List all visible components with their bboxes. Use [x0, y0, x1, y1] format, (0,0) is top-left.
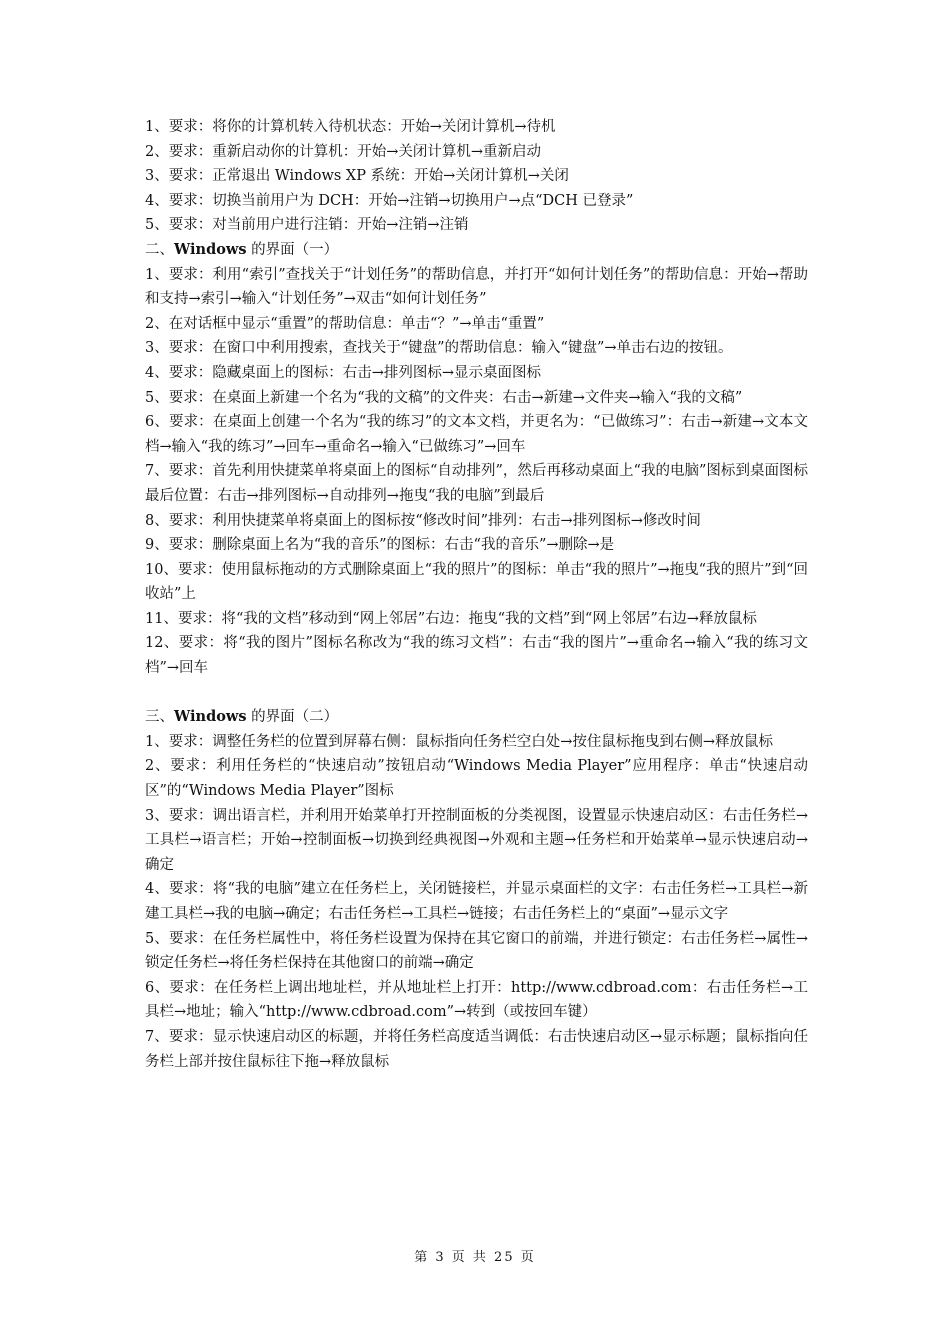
section-2-item-11: 11、要求：将“我的文档”移动到“网上邻居”右边：拖曳“我的文档”到“网上邻居”右边→释放鼠标	[145, 610, 757, 627]
section-2-item-5: 5、要求：在桌面上新建一个名为“我的文稿”的文件夹：右击→新建→文件夹→输入“我的文稿”	[145, 389, 743, 406]
item-1: 1、要求：将你的计算机转入待机状态：开始→关闭计算机→待机	[145, 119, 556, 135]
item-4: 4、要求：切换当前用户为 DCH：开始→注销→切换用户→点“DCH 已登录”	[145, 192, 634, 209]
section-3-item-7: 7、要求：显示快速启动区的标题，并将任务栏高度适当调低：右击快速启动区→显示标题；鼠标指向任务栏上部并按住鼠标往下拖→释放鼠标	[145, 1028, 808, 1070]
section-3-item-4: 4、要求：将“我的电脑”建立在任务栏上，关闭链接栏，并显示桌面栏的文字：右击任务栏→工具栏→新建工具栏→我的电脑→确定；右击任务栏→工具栏→链接；右击任务栏上的“桌面”→显示文字	[145, 881, 808, 922]
section-3-item-1: 1、要求：调整任务栏的位置到屏幕右侧：鼠标指向任务栏空白处→按住鼠标拖曳到右侧→释放鼠标	[145, 733, 774, 750]
page-footer: 第 3 页 共 25 页	[414, 1250, 536, 1265]
section-3-bold: Windows	[174, 708, 247, 726]
item-3: 3、要求：正常退出 Windows XP 系统：开始→关闭计算机→关闭	[145, 168, 569, 185]
section-spacer	[145, 681, 808, 706]
section-2-item-2: 2、在对话框中显示“重置”的帮助信息：单击“？”→单击“重置”	[145, 315, 545, 332]
section-2-item-12: 12、要求：将“我的图片”图标名称改为“我的练习文档”：右击“我的图片”→重命名→输入“我的练习文档”→回车	[145, 635, 808, 677]
section-3-item-6: 6、要求：在任务栏上调出地址栏，并从地址栏上打开：http://www.cdbroad.com：右击任务栏→工具栏→地址；输入“http://www.cdbroad.com”→转到（或按回车键）	[145, 979, 808, 1021]
section-3-item-5: 5、要求：在任务栏属性中，将任务栏设置为保持在其它窗口的前端，并进行锁定：右击任务栏→属性→锁定任务栏→将任务栏保持在其他窗口的前端→确定	[145, 930, 808, 972]
section-2-bold: Windows	[174, 240, 247, 258]
section-3-suffix: 的界面（二）	[246, 709, 339, 726]
section-2-item-7: 7、要求：首先利用快捷菜单将桌面上的图标“自动排列”，然后再移动桌面上“我的电脑”图标到桌面图标最后位置：右击→排列图标→自动排列→拖曳“我的电脑”到最后	[145, 463, 808, 504]
section-2-item-1: 1、要求：利用“索引”查找关于“计划任务”的帮助信息，并打开“如何计划任务”的帮助信息：开始→帮助和支持→索引→输入“计划任务”→双击“如何计划任务”	[145, 266, 808, 308]
section-2-item-4: 4、要求：隐藏桌面上的图标：右击→排列图标→显示桌面图标	[145, 364, 542, 381]
section-2-item-9: 9、要求：删除桌面上名为“我的音乐”的图标：右击“我的音乐”→删除→是	[145, 537, 615, 554]
section-2-heading	[145, 238, 808, 263]
section-3-item-3: 3、要求：调出语言栏，并利用开始菜单打开控制面板的分类视图，设置显示快速启动区：右击任务栏→工具栏→语言栏；开始→控制面板→切换到经典视图→外观和主题→任务栏和开始菜单→显示快速启动→确定	[145, 807, 808, 873]
section-3-item-2: 2、要求：利用任务栏的“快速启动”按钮启动“Windows Media Player”应用程序：单击“快速启动区”的“Windows Media Player”图标	[145, 758, 808, 800]
section-2-item-6: 6、要求：在桌面上创建一个名为“我的练习”的文本文档，并更名为：“已做练习”：右击→新建→文本文档→输入“我的练习”→回车→重命名→输入“已做练习”→回车	[145, 414, 808, 455]
section-2-prefix: 二、	[145, 241, 174, 258]
item-2: 2、要求：重新启动你的计算机：开始→关闭计算机→重新启动	[145, 143, 542, 160]
document-body	[145, 115, 808, 1074]
section-3-prefix: 三、	[145, 709, 174, 726]
item-5: 5、要求：对当前用户进行注销：开始→注销→注销	[145, 217, 469, 234]
section-3-heading	[145, 705, 808, 730]
section-2-item-8: 8、要求：利用快捷菜单将桌面上的图标按“修改时间”排列：右击→排列图标→修改时间	[145, 512, 701, 529]
section-2-item-3: 3、要求：在窗口中利用搜索，查找关于“键盘”的帮助信息：输入“键盘”→单击右边的按钮。	[145, 340, 733, 357]
section-2-item-10: 10、要求：使用鼠标拖动的方式删除桌面上“我的照片”的图标：单击“我的照片”→拖曳“我的照片”到“回收站”上	[145, 561, 808, 603]
section-2-suffix: 的界面（一）	[246, 241, 339, 258]
